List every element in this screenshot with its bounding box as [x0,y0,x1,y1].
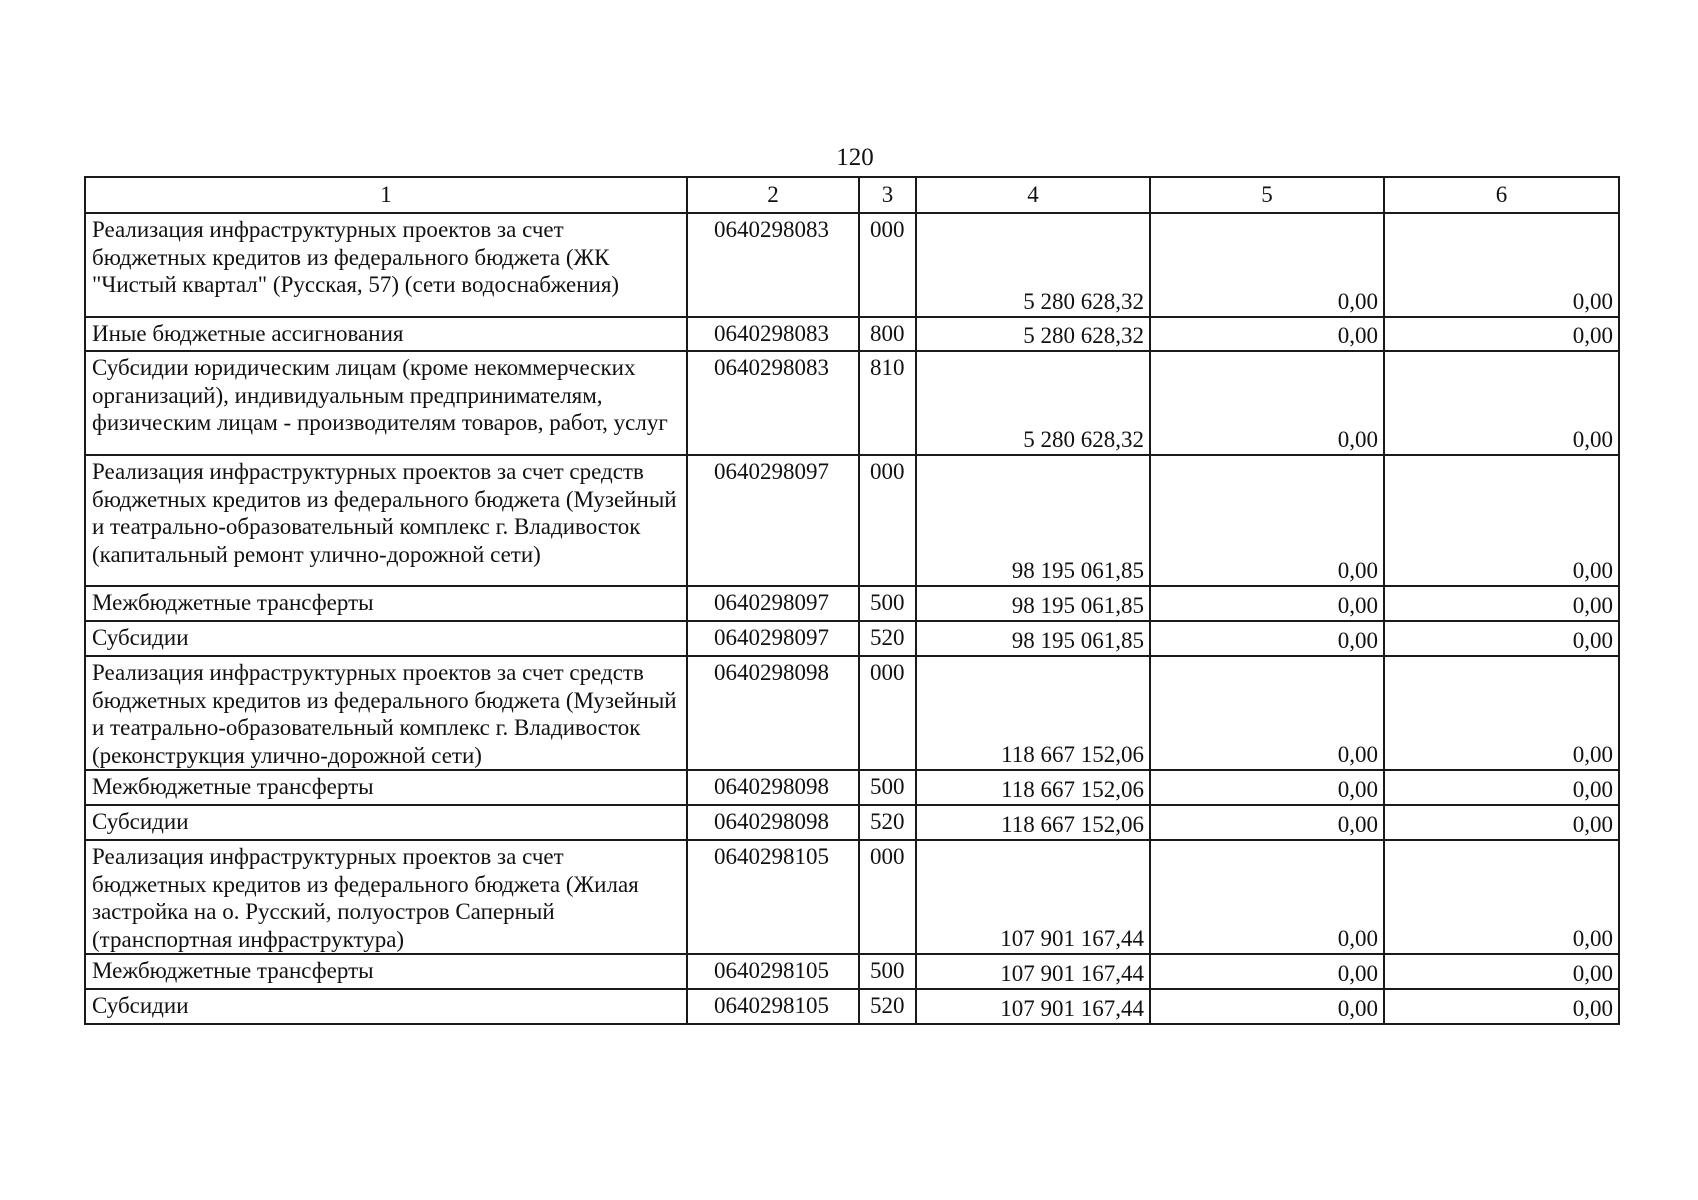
row-code-cell: 0640298098 [687,805,859,840]
table-row [85,317,1619,351]
row-amount-2-cell: 0,00 [1150,954,1384,989]
table-row [85,351,1619,455]
row-type-cell: 810 [859,351,916,455]
row-amount-3-cell: 0,00 [1384,989,1619,1024]
row-code-cell: 0640298098 [687,770,859,805]
row-code-cell: 0640298083 [687,213,859,317]
row-code-cell: 0640298098 [687,656,859,770]
table-row [85,656,1619,770]
row-type-cell: 500 [859,954,916,989]
row-amount-1-cell: 107 901 167,44 [916,989,1150,1024]
row-amount-3-cell: 0,00 [1384,351,1619,455]
row-amount-3-cell: 0,00 [1384,770,1619,805]
row-name-cell: Субсидии [85,621,687,656]
row-amount-1-cell: 118 667 152,06 [916,805,1150,840]
row-amount-1-cell: 107 901 167,44 [916,840,1150,954]
row-type-cell: 520 [859,805,916,840]
row-amount-3-cell: 0,00 [1384,317,1619,351]
row-name-cell: Межбюджетные трансферты [85,954,687,989]
row-amount-2-cell: 0,00 [1150,586,1384,621]
row-amount-1-cell: 98 195 061,85 [916,621,1150,656]
row-name-cell: Реализация инфраструктурных проектов за счет средств бюджетных кредитов из федерального бюджета (Музейный и театрально-образовательный комплекс г. Владивосток (капитальный ремонт улично-дорожной сети) [85,455,687,586]
row-amount-3-cell: 0,00 [1384,455,1619,586]
column-header-amount-3: 6 [1384,177,1619,213]
row-amount-3-cell: 0,00 [1384,954,1619,989]
column-header-amount-2: 5 [1150,177,1384,213]
row-code-cell: 0640298083 [687,351,859,455]
row-type-cell: 520 [859,989,916,1024]
table-row [85,213,1619,317]
row-amount-3-cell: 0,00 [1384,586,1619,621]
row-code-cell: 0640298083 [687,317,859,351]
column-header-type: 3 [859,177,916,213]
table-row [85,989,1619,1024]
row-type-cell: 800 [859,317,916,351]
table-row [85,621,1619,656]
row-code-cell: 0640298097 [687,621,859,656]
row-amount-1-cell: 107 901 167,44 [916,954,1150,989]
row-amount-1-cell: 5 280 628,32 [916,317,1150,351]
row-code-cell: 0640298105 [687,954,859,989]
row-amount-2-cell: 0,00 [1150,770,1384,805]
row-type-cell: 000 [859,656,916,770]
row-name-cell: Субсидии юридическим лицам (кроме некоммерческих организаций), индивидуальным предпринимателям, физическим лицам - производителям товаров, работ, услуг [85,351,687,455]
column-header-name: 1 [85,177,687,213]
row-amount-1-cell: 118 667 152,06 [916,770,1150,805]
row-amount-1-cell: 98 195 061,85 [916,455,1150,586]
row-code-cell: 0640298105 [687,840,859,954]
row-amount-1-cell: 5 280 628,32 [916,351,1150,455]
table-row [85,805,1619,840]
row-type-cell: 000 [859,455,916,586]
row-name-cell: Реализация инфраструктурных проектов за счет средств бюджетных кредитов из федерального бюджета (Музейный и театрально-образовательный комплекс г. Владивосток (реконструкция улично-дорожной сети) [85,656,687,770]
table-row [85,455,1619,586]
table-row [85,770,1619,805]
table-row [85,954,1619,989]
row-amount-2-cell: 0,00 [1150,351,1384,455]
budget-table [84,176,1620,1025]
row-type-cell: 500 [859,770,916,805]
row-amount-3-cell: 0,00 [1384,840,1619,954]
row-name-cell: Реализация инфраструктурных проектов за счет бюджетных кредитов из федерального бюджета (ЖК "Чистый квартал" (Русская, 57) (сети водоснабжения) [85,213,687,317]
row-amount-2-cell: 0,00 [1150,840,1384,954]
row-name-cell: Субсидии [85,989,687,1024]
row-code-cell: 0640298097 [687,455,859,586]
row-amount-3-cell: 0,00 [1384,656,1619,770]
row-amount-1-cell: 98 195 061,85 [916,586,1150,621]
row-amount-2-cell: 0,00 [1150,989,1384,1024]
row-amount-1-cell: 118 667 152,06 [916,656,1150,770]
row-amount-2-cell: 0,00 [1150,213,1384,317]
row-type-cell: 520 [859,621,916,656]
row-amount-2-cell: 0,00 [1150,317,1384,351]
row-name-cell: Субсидии [85,805,687,840]
row-type-cell: 000 [859,840,916,954]
row-amount-3-cell: 0,00 [1384,805,1619,840]
row-code-cell: 0640298105 [687,989,859,1024]
row-name-cell: Межбюджетные трансферты [85,586,687,621]
row-amount-3-cell: 0,00 [1384,213,1619,317]
row-amount-2-cell: 0,00 [1150,455,1384,586]
row-name-cell: Реализация инфраструктурных проектов за счет бюджетных кредитов из федерального бюджета (Жилая застройка на о. Русский, полуостров Саперный (транспортная инфраструктура) [85,840,687,954]
row-amount-2-cell: 0,00 [1150,656,1384,770]
row-amount-2-cell: 0,00 [1150,621,1384,656]
row-amount-3-cell: 0,00 [1384,621,1619,656]
page-number: 120 [836,144,874,171]
row-amount-2-cell: 0,00 [1150,805,1384,840]
table-header-row [85,177,1619,213]
row-amount-1-cell: 5 280 628,32 [916,213,1150,317]
row-type-cell: 500 [859,586,916,621]
table-row [85,586,1619,621]
row-type-cell: 000 [859,213,916,317]
column-header-code: 2 [687,177,859,213]
row-name-cell: Межбюджетные трансферты [85,770,687,805]
table-row [85,840,1619,954]
column-header-amount-1: 4 [916,177,1150,213]
row-code-cell: 0640298097 [687,586,859,621]
row-name-cell: Иные бюджетные ассигнования [85,317,687,351]
